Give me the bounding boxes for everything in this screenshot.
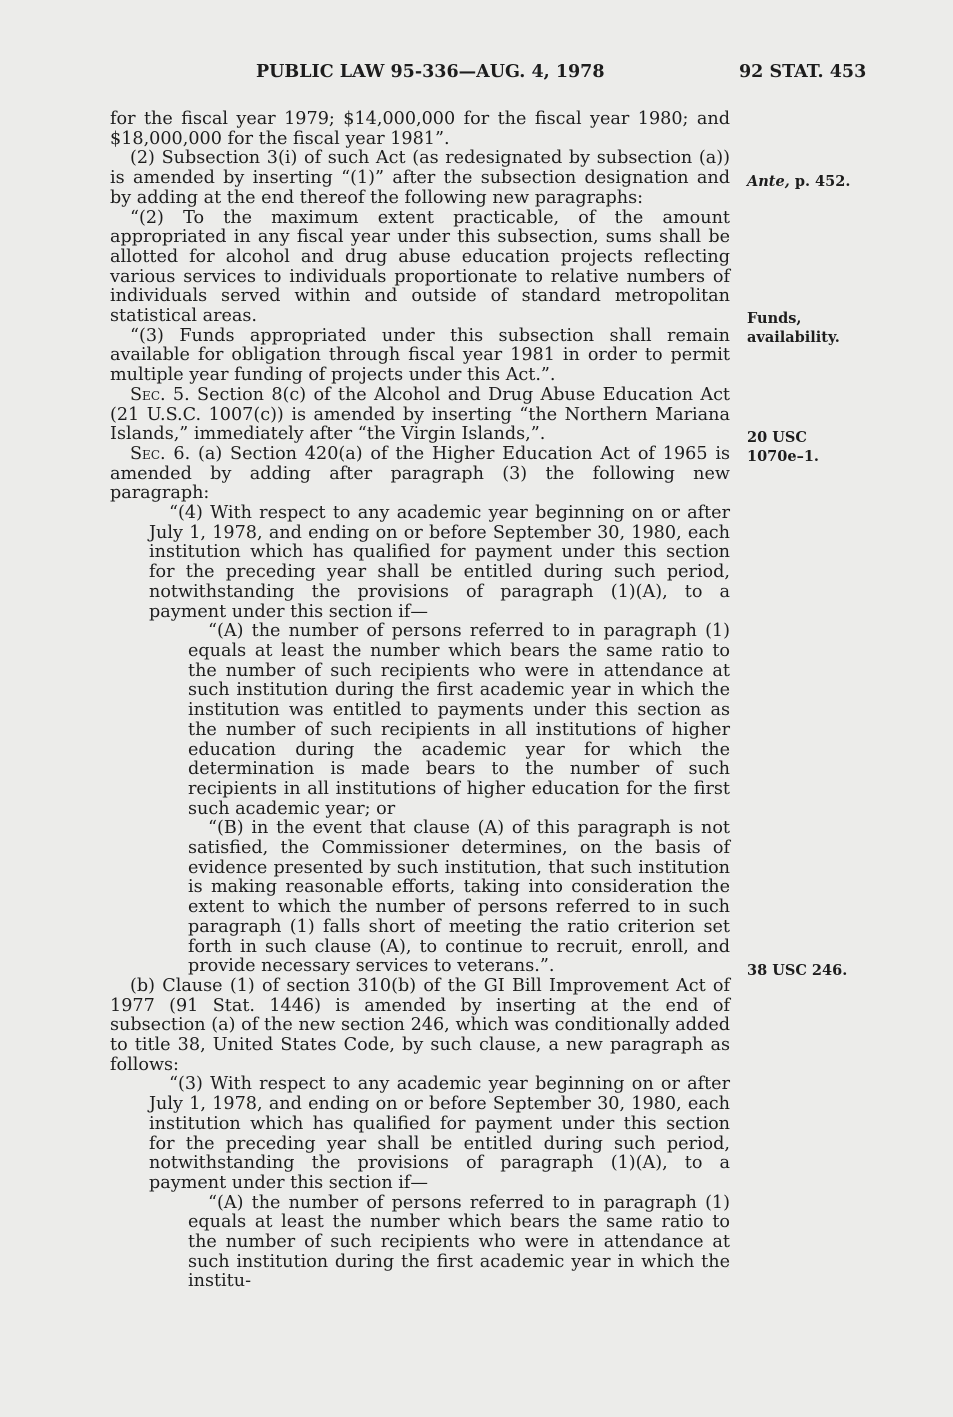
margin-note-ante-italic: Ante, xyxy=(747,173,790,190)
paragraph-quoted-4: “(4) With respect to any academic year beginning on or after July 1, 1978, and ending on or before September 30, 1980, each institution which has qualified for payment under this section for the preceding year shall be entitled during such period, notwithstanding the provisions of paragraph (1)(A), to a payment under this section if— xyxy=(149,503,730,622)
header-page-ref: 92 STAT. 453 xyxy=(739,62,867,82)
paragraph-quoted-2: “(2) To the maximum extent practicable, of the amount appropriated in any fiscal year under this subsection, sums shall be allotted for alcohol and drug abuse education projects reflecting various services to individuals proportionate to relative numbers of individuals served within and outside of standard metropolitan statistical areas. xyxy=(110,207,730,327)
sec-6-label: Sec. 6. xyxy=(130,443,191,464)
sec-5-text: Section 8(c) of the Alcohol and Drug Abuse Education Act (21 U.S.C. 1007(c)) is amended by inserting “the Northern Mariana Islands,” immediately after “the Virgin Islands,”. xyxy=(110,384,730,445)
paragraph-funding-years: for the fiscal year 1979; $14,000,000 for the fiscal year 1980; and $18,000,000 for the fiscal year 1981”. xyxy=(110,109,730,149)
margin-note-funds-line2: availability. xyxy=(747,329,840,346)
paragraph-sec-6 xyxy=(110,445,730,504)
page-header xyxy=(0,62,953,86)
margin-note-20-usc-line1: 20 USC xyxy=(747,429,807,446)
margin-note-ante xyxy=(747,172,850,191)
document-body xyxy=(110,110,730,1292)
paragraph-subsection-2: (2) Subsection 3(i) of such Act (as redesignated by subsection (a)) is amended by inserting “(1)” after the subsection designation and by adding at the end thereof the following new paragraphs: xyxy=(110,148,730,208)
margin-note-20-usc-line2: 1070e–1. xyxy=(747,448,819,465)
paragraph-quoted-3: “(3) Funds appropriated under this subsection shall remain available for obligation through fiscal year 1981 in order to permit multiple year funding of projects under this Act.”. xyxy=(110,325,730,386)
clause-a-second: “(A) the number of persons referred to in paragraph (1) equals at least the number which bears the same ratio to the number of such recipients who were in attendance at such institution during the first academic year in which the institu- xyxy=(188,1192,730,1292)
clause-a-first: “(A) the number of persons referred to in paragraph (1) equals at least the number which bears the same ratio to the number of such recipients who were in attendance at such institution during the first academic year in which the institution was entitled to payments under this section as the number of such recipients in all institutions of higher education during the academic year for which the determination is made bears to the number of such recipients in all institutions of higher education for the first such academic year; or xyxy=(188,621,730,819)
sec-5-label: Sec. 5. xyxy=(130,384,190,405)
sec-6-text: (a) Section 420(a) of the Higher Education Act of 1965 is amended by adding after paragraph (3) the following new paragraph: xyxy=(110,443,731,504)
margin-note-ante-rest: p. 452. xyxy=(789,173,851,190)
paragraph-sec-5 xyxy=(110,386,730,445)
margin-note-funds xyxy=(747,309,840,347)
margin-note-20-usc xyxy=(747,428,819,466)
margin-note-funds-line1: Funds, xyxy=(747,310,802,327)
header-title: PUBLIC LAW 95-336—AUG. 4, 1978 xyxy=(256,62,605,82)
paragraph-quoted-3-gi: “(3) With respect to any academic year beginning on or after July 1, 1978, and ending on or before September 30, 1980, each institution which has qualified for payment under this section for the preceding year shall be entitled during such period, notwithstanding the provisions of paragraph (1)(A), to a payment under this section if— xyxy=(149,1074,730,1193)
paragraph-subsection-b: (b) Clause (1) of section 310(b) of the GI Bill Improvement Act of 1977 (91 Stat. 1446) is amended by inserting at the end of subsection (a) of the new section 246, which was conditionally added to title 38, United States Code, by such clause, a new paragraph as follows: xyxy=(110,975,730,1075)
margin-note-38-usc: 38 USC 246. xyxy=(747,962,848,979)
clause-b: “(B) in the event that clause (A) of this paragraph is not satisfied, the Commissioner determines, on the basis of evidence presented by such institution, that such institution is making reasonable efforts, taking into consideration the extent to which the number of persons referred to in such paragraph (1) falls short of meeting the ratio criterion set forth in such clause (A), to continue to recruit, enroll, and provide necessary services to veterans.”. xyxy=(188,818,730,977)
